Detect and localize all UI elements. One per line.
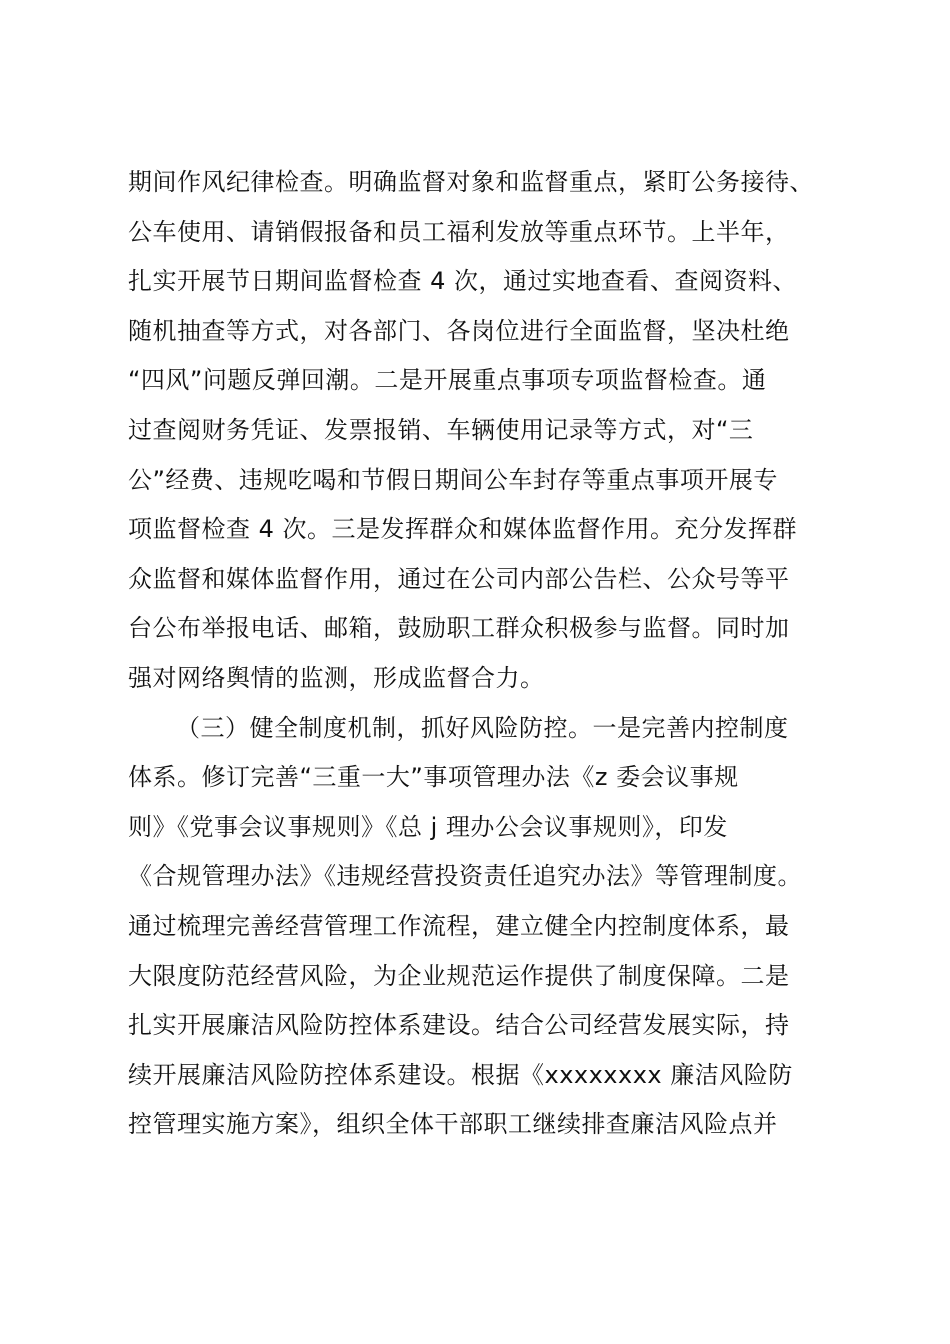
text-line: 扎实开展廉洁风险防控体系建设。结合公司经营发展实际，持 [128,1011,790,1040]
text-line: 扎实开展节日期间监督检查 4 次，通过实地查看、查阅资料、 [128,267,798,296]
text-line: 则》《党事会议事规则》《总 j 理办公会议事规则》，印发 [128,812,728,841]
text-line: 《合规管理办法》《违规经营投资责任追究办法》等管理制度。 [128,862,802,891]
text-line: 随机抽查等方式，对各部门、各岗位进行全面监督，坚决杜绝 [128,316,790,345]
text-line: “四风”问题反弹回潮。二是开展重点事项专项监督检查。通 [128,366,767,395]
text-line: 台公布举报电话、邮箱，鼓励职工群众积极参与监督。同时加 [128,614,790,643]
text-line: 强对网络舆情的监测，形成监督合力。 [128,663,545,692]
text-line: 期间作风纪律检查。明确监督对象和监督重点，紧盯公务接待、 [128,168,814,196]
body-text [128,158,834,1150]
text-line: 体系。修订完善“三重一大”事项管理办法《z 委会议事规 [128,763,739,792]
text-line: 通过梳理完善经营管理工作流程，建立健全内控制度体系，最 [128,911,790,940]
text-line: 过查阅财务凭证、发票报销、车辆使用记录等方式，对“三 [128,415,754,444]
text-line: 大限度防范经营风险，为企业规范运作提供了制度保障。二是 [128,961,790,990]
text-line: 公车使用、请销假报备和员工福利发放等重点环节。上半年， [128,217,790,246]
text-line: 控管理实施方案》，组织全体干部职工继续排查廉洁风险点并 [128,1110,778,1139]
text-line: 公”经费、违规吃喝和节假日期间公车封存等重点事项开展专 [128,465,778,494]
text-line: 项监督检查 4 次。三是发挥群众和媒体监督作用。充分发挥群 [128,515,798,544]
text-line: 众监督和媒体监督作用，通过在公司内部公告栏、公众号等平 [128,564,790,593]
section-heading-line: （三）健全制度机制，抓好风险防控。一是完善内控制度 [176,713,789,742]
text-line: 续开展廉洁风险防控体系建设。根据《xxxxxxxx 廉洁风险防 [128,1060,793,1089]
